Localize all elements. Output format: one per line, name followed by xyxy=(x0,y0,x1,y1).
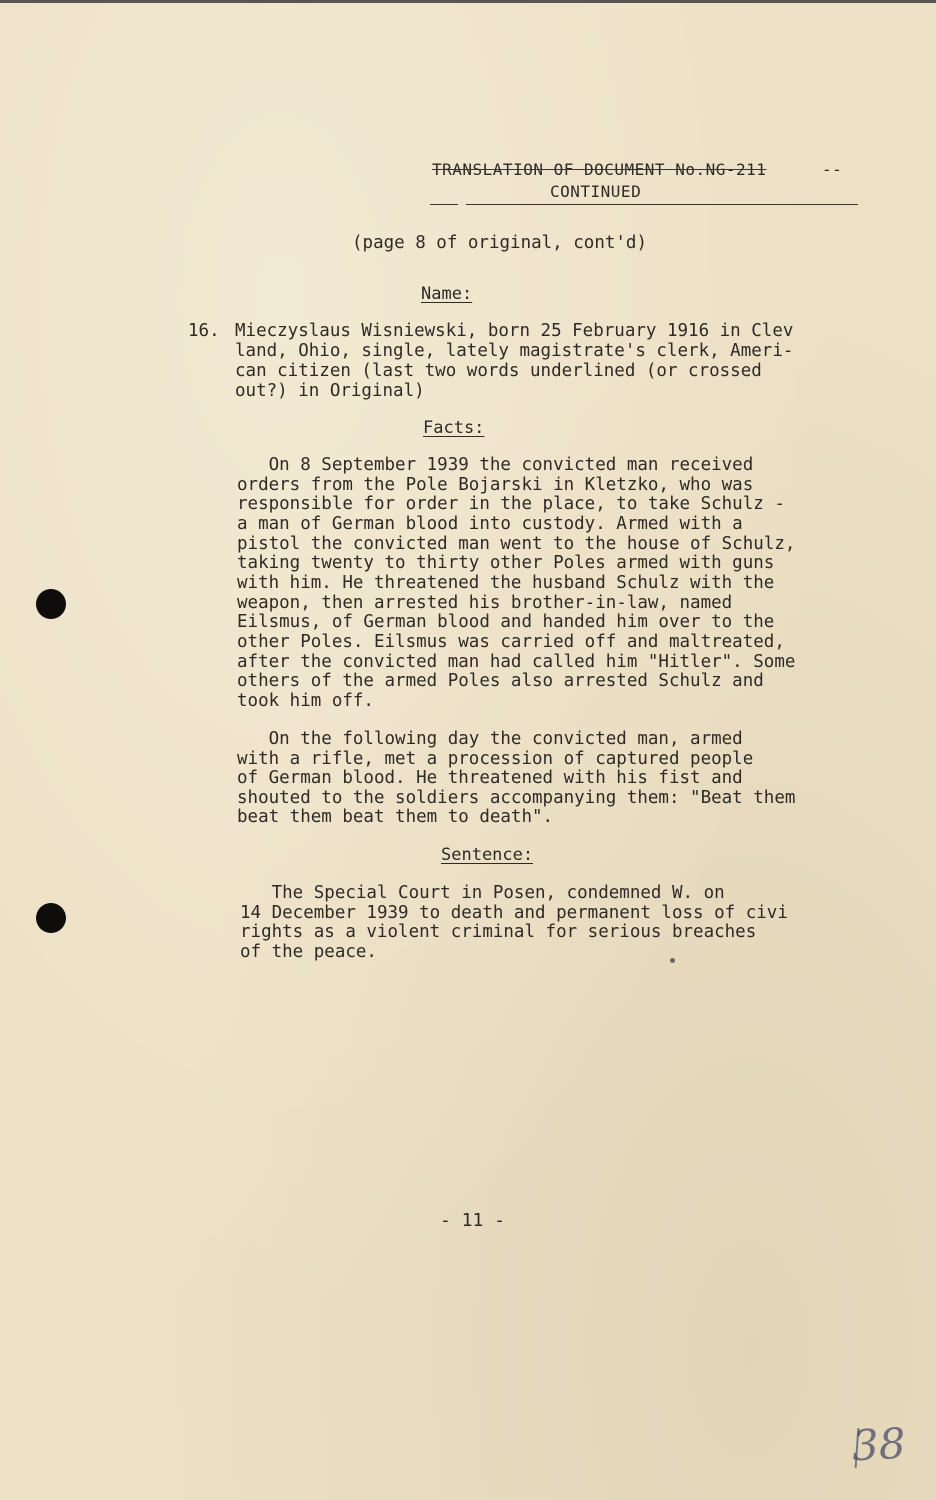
facts-line: Eilsmus, of German blood and handed him over to the xyxy=(237,612,775,632)
page-number: - 11 - xyxy=(440,1210,506,1231)
handwritten-page-stamp: 38 xyxy=(850,1418,907,1471)
header-rule-left xyxy=(430,204,458,205)
facts-line: On 8 September 1939 the convicted man received xyxy=(237,455,754,475)
punch-hole xyxy=(36,589,66,619)
facts-line: with him. He threatened the husband Schulz with the xyxy=(237,573,775,593)
sentence-line: 14 December 1939 to death and permanent loss of civi xyxy=(240,903,788,923)
facts-line: other Poles. Eilsmus was carried off and maltreated, xyxy=(237,632,785,652)
facts-line: pistol the convicted man went to the house of Schulz, xyxy=(237,534,796,554)
name-line: can citizen (last two words underlined (or crossed xyxy=(235,361,762,381)
header-dash: -- xyxy=(822,160,843,179)
facts-line: a man of German blood into custody. Armed with a xyxy=(237,514,743,534)
name-line: Mieczyslaus Wisniewski, born 25 February 1916 in Clev xyxy=(235,321,794,341)
sentence-line: rights as a violent criminal for serious breaches xyxy=(240,922,757,942)
facts-line: On the following day the convicted man, armed xyxy=(237,729,743,749)
name-line: land, Ohio, single, lately magistrate's clerk, Ameri- xyxy=(235,341,794,361)
facts-line: orders from the Pole Bojarski in Kletzko, who was xyxy=(237,475,754,495)
sentence-line: The Special Court in Posen, condemned W. on xyxy=(240,883,725,903)
facts-line: others of the armed Poles also arrested Schulz and xyxy=(237,671,764,691)
sentence-heading: Sentence: xyxy=(441,845,534,865)
facts-line: shouted to the soldiers accompanying them: "Beat them xyxy=(237,788,796,808)
facts-line: of German blood. He threatened with his fist and xyxy=(237,768,743,788)
facts-line: took him off. xyxy=(237,691,374,711)
punch-hole xyxy=(36,903,66,933)
header-continued: CONTINUED xyxy=(550,182,642,201)
facts-heading: Facts: xyxy=(423,418,485,438)
facts-line: beat them beat them to death". xyxy=(237,807,554,827)
name-line: out?) in Original) xyxy=(235,381,425,401)
header-rule xyxy=(466,204,858,205)
sentence-line: of the peace. xyxy=(240,942,377,962)
name-heading: Name: xyxy=(421,284,473,304)
facts-line: after the convicted man had called him "Hitler". Some xyxy=(237,652,796,672)
entry-number: 16. xyxy=(188,321,220,341)
ink-speck xyxy=(670,958,675,963)
facts-line: with a rifle, met a procession of captured people xyxy=(237,749,754,769)
page-top-edge xyxy=(0,0,936,3)
page-reference: (page 8 of original, cont'd) xyxy=(352,233,648,253)
facts-line: taking twenty to thirty other Poles armed with guns xyxy=(237,553,775,573)
header-title: TRANSLATION OF DOCUMENT No.NG-211 xyxy=(432,160,767,179)
facts-line: responsible for order in the place, to take Schulz - xyxy=(237,494,785,514)
facts-line: weapon, then arrested his brother-in-law, named xyxy=(237,593,733,613)
